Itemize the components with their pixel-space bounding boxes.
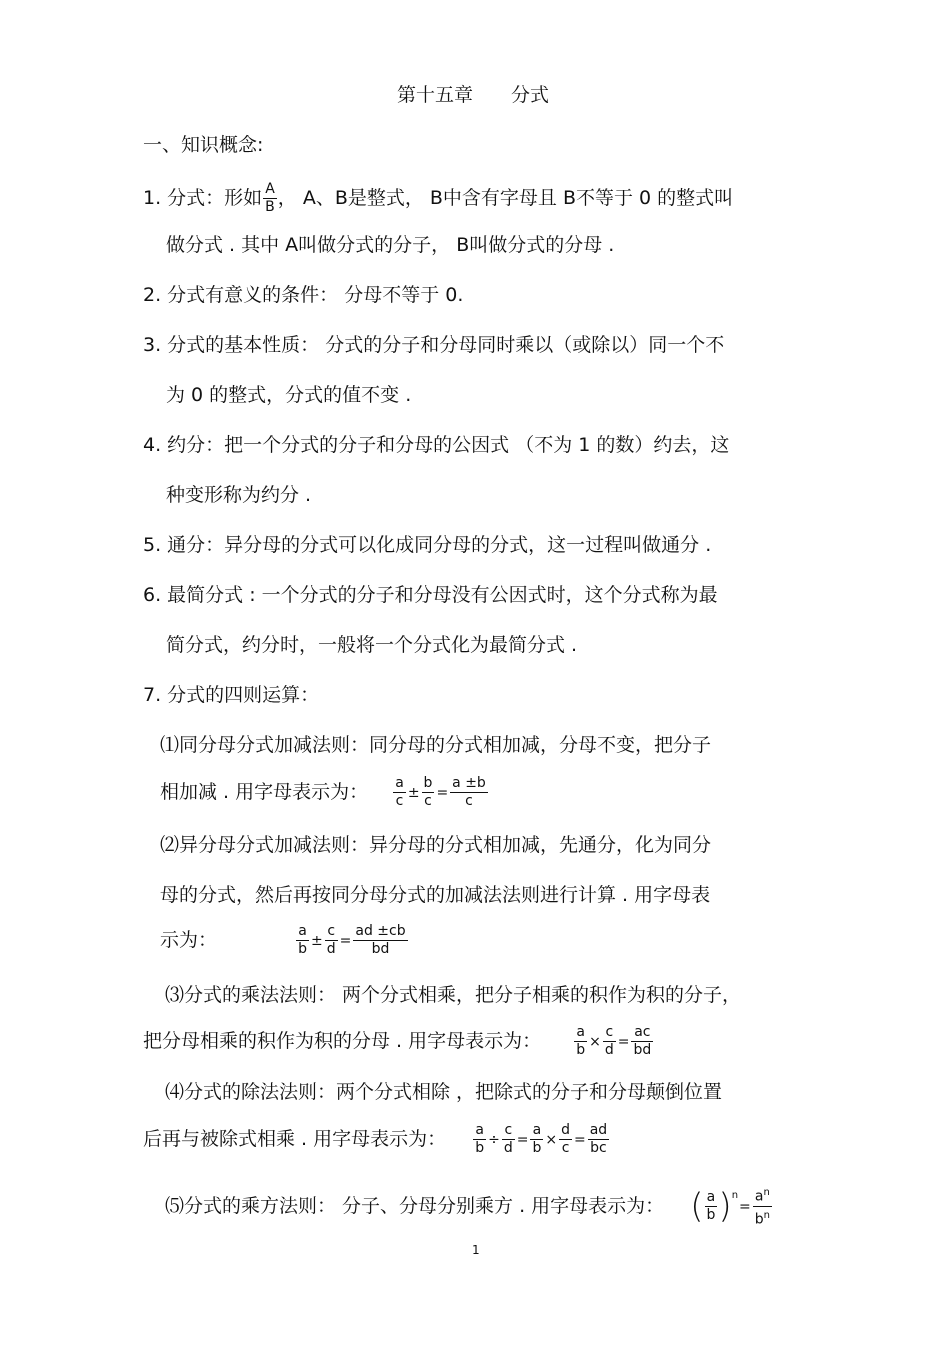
equals-sign: = xyxy=(339,932,352,949)
left-paren: ( xyxy=(690,1186,704,1227)
item-4: 4. 约分：把一个分式的分子和分母的公因式 （不为 1 的数）约去，这 xyxy=(143,434,730,456)
item-1-lead: 1. 分式：形如 xyxy=(143,187,263,209)
fraction xyxy=(353,923,407,958)
item-4-cont: 种变形称为约分 . xyxy=(166,484,312,506)
item-6: 6. 最简分式 : 一个分式的分子和分母没有公因式时，这个分式称为最 xyxy=(143,584,718,606)
item-3: 3. 分式的基本性质： 分式的分子和分母同时乘以（或除以）同一个不 xyxy=(143,334,725,356)
rule-1: ⑴同分母分式加减法则：同分母的分式相加减，分母不变，把分子 xyxy=(160,734,712,756)
fraction-numerator: c xyxy=(603,1024,616,1042)
fraction xyxy=(502,1122,515,1157)
rule-5-formula-line xyxy=(165,1184,773,1229)
equals-sign: = xyxy=(617,1033,630,1050)
fraction xyxy=(296,923,309,958)
plus-minus-sign: ± xyxy=(407,784,420,801)
exponent: n xyxy=(763,1210,770,1221)
equals-sign: = xyxy=(516,1131,529,1148)
fraction-denominator: d xyxy=(604,1042,614,1058)
times-sign: × xyxy=(545,1131,558,1148)
fraction-numerator: A xyxy=(263,181,277,199)
fraction-numerator: ad ±cb xyxy=(355,923,406,939)
fraction xyxy=(393,775,406,810)
times-sign: × xyxy=(589,1033,601,1050)
fraction-a-over-b xyxy=(263,181,277,216)
fraction xyxy=(603,1024,616,1059)
denominator-base: b xyxy=(754,1211,764,1228)
fraction-numerator: a ±b xyxy=(452,775,486,791)
equals-sign: = xyxy=(739,1198,751,1215)
rule-2-lead: 示为： xyxy=(160,929,218,951)
item-1-text: ， A、B是整式， B中含有字母且 B不等于 0 的整式叫 xyxy=(277,187,734,209)
fraction xyxy=(450,775,488,810)
fraction xyxy=(574,1024,587,1059)
rule-2-cont: 母的分式，然后再按同分母分式的加减法法则进行计算 . 用字母表 xyxy=(160,884,711,906)
rule-4-formula-line xyxy=(143,1122,610,1157)
item-1 xyxy=(143,181,733,216)
fraction-numerator xyxy=(753,1184,772,1207)
fraction-numerator: a xyxy=(530,1122,543,1140)
item-2: 2. 分式有意义的条件： 分母不等于 0. xyxy=(143,284,464,306)
fraction xyxy=(530,1122,543,1157)
fraction-denominator: c xyxy=(424,793,432,809)
rule-2-formula-line xyxy=(160,923,409,958)
item-1-cont: 做分式 . 其中 A叫做分式的分子， B叫做分式的分母 . xyxy=(166,234,615,256)
fraction-numerator: ac xyxy=(631,1024,653,1042)
fraction-denominator: c xyxy=(561,1140,570,1156)
rule-2: ⑵异分母分式加减法则：异分母的分式相加减，先通分，化为同分 xyxy=(160,834,712,856)
page-number: 1 xyxy=(472,1243,480,1257)
equals-sign: = xyxy=(436,784,449,801)
item-6-cont: 简分式，约分时，一般将一个分式化为最简分式 . xyxy=(166,634,578,656)
fraction xyxy=(753,1184,772,1228)
rule-3: ⑶分式的乘法法则： 两个分式相乘，把分子相乘的积作为积的分子， xyxy=(165,984,742,1006)
fraction-denominator xyxy=(753,1207,772,1229)
fraction-numerator: a xyxy=(574,1024,587,1042)
section-heading: 一、知识概念: xyxy=(143,134,264,156)
fraction-denominator: b xyxy=(706,1207,716,1223)
fraction-denominator: d xyxy=(326,941,336,957)
rule-3-formula-line xyxy=(143,1024,654,1059)
fraction-denominator: bd xyxy=(633,1042,652,1058)
fraction-denominator: bc xyxy=(590,1140,607,1156)
fraction-numerator: a xyxy=(395,775,404,791)
fraction-denominator: b xyxy=(532,1140,542,1156)
fraction xyxy=(559,1122,572,1157)
exponent: n xyxy=(731,1190,739,1201)
fraction-numerator: c xyxy=(325,923,338,941)
rule-4: ⑷分式的除法法则：两个分式相除 ，把除式的分子和分母颠倒位置 xyxy=(165,1081,723,1103)
fraction-denominator: b xyxy=(298,941,307,957)
fraction-numerator: b xyxy=(423,775,433,791)
fraction-denominator: d xyxy=(503,1140,513,1156)
fraction xyxy=(325,923,338,958)
divide-sign: ÷ xyxy=(488,1131,500,1148)
fraction-denominator: B xyxy=(265,199,275,215)
fraction-denominator: b xyxy=(576,1042,586,1058)
rule-1-lead: 相加减 . 用字母表示为： xyxy=(160,781,369,803)
fraction-numerator: c xyxy=(502,1122,515,1140)
fraction-numerator: a xyxy=(296,923,309,941)
fraction-denominator: c xyxy=(465,793,473,809)
rule-1-formula-line xyxy=(160,775,489,810)
fraction-numerator: ad xyxy=(589,1122,608,1138)
fraction xyxy=(422,775,435,810)
rule-3-lead: 把分母相乘的积作为积的分母 . 用字母表示为： xyxy=(143,1030,542,1052)
rule-5-lead: ⑸分式的乘方法则： 分子、分母分别乘方 . 用字母表示为： xyxy=(165,1195,665,1217)
equals-sign: = xyxy=(573,1131,586,1148)
fraction-denominator: c xyxy=(395,793,404,809)
exponent: n xyxy=(763,1187,770,1199)
fraction-numerator: a xyxy=(473,1122,486,1140)
fraction-denominator: bd xyxy=(371,941,390,957)
item-3-cont: 为 0 的整式，分式的值不变 . xyxy=(166,384,412,406)
fraction xyxy=(473,1122,486,1157)
fraction-denominator: b xyxy=(475,1140,485,1156)
rule-4-lead: 后再与被除式相乘 . 用字母表示为： xyxy=(143,1128,447,1150)
numerator-base: a xyxy=(754,1189,764,1205)
page-title: 第十五章 分式 xyxy=(397,84,550,106)
fraction xyxy=(631,1024,653,1059)
fraction xyxy=(705,1189,718,1224)
item-5: 5. 通分：异分母的分式可以化成同分母的分式，这一过程叫做通分 . xyxy=(143,534,712,556)
fraction xyxy=(588,1122,609,1157)
plus-minus-sign: ± xyxy=(311,932,323,949)
right-paren: ) xyxy=(718,1186,732,1227)
fraction-numerator: a xyxy=(705,1189,718,1207)
item-7: 7. 分式的四则运算： xyxy=(143,684,320,706)
fraction-numerator: d xyxy=(561,1122,570,1138)
